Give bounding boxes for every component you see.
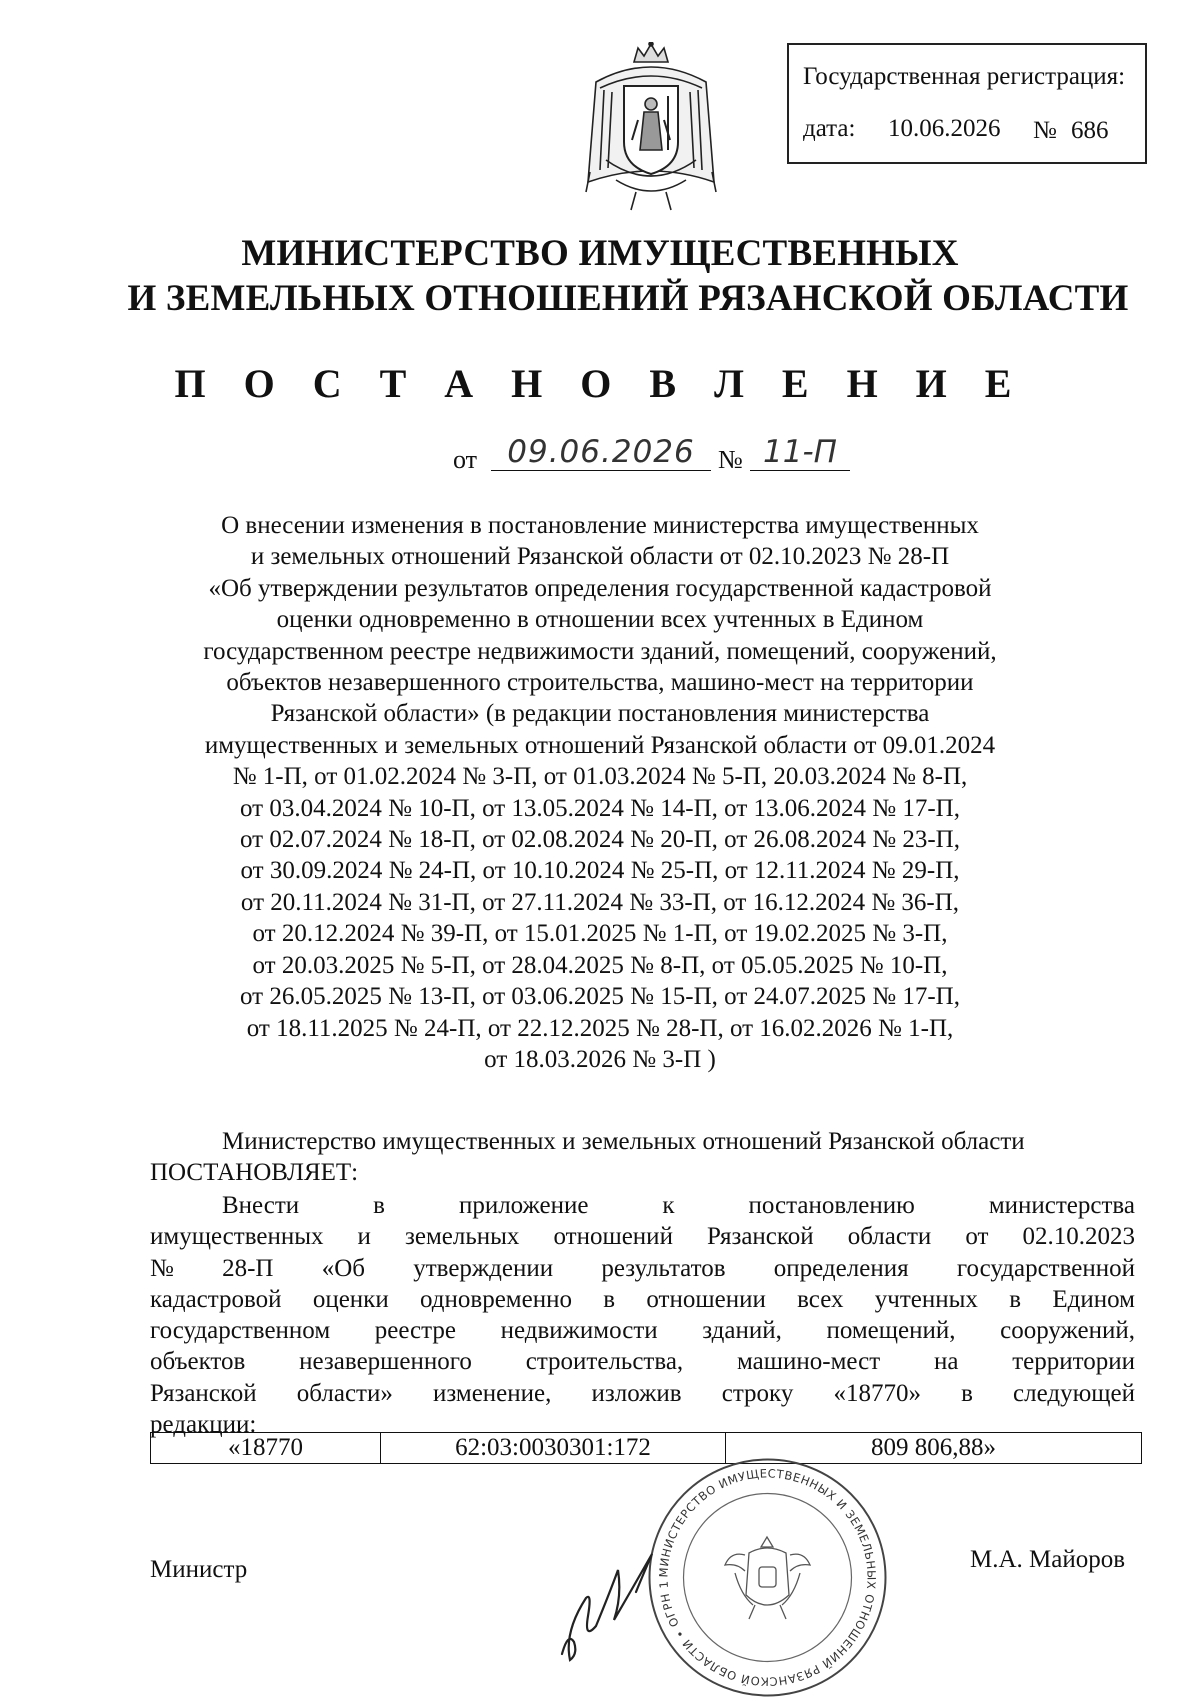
subject-line: имущественных и земельных отношений Рязанской области от 09.01.2024 <box>204 731 996 759</box>
date-underline <box>491 470 711 471</box>
paragraph-word: машино-мест <box>736 1348 881 1376</box>
paragraph-word: Едином <box>1052 1285 1135 1313</box>
subject-line: объектов незавершенного строительства, машино-мест на территории <box>226 669 974 697</box>
paragraph-line <box>150 1221 1135 1252</box>
subject-line: от 20.12.2024 № 39-П, от 15.01.2025 № 1-П, от 19.02.2025 № 3-П, <box>252 920 948 948</box>
handwritten-number: 11-П <box>763 434 837 470</box>
subject-line: от 20.11.2024 № 31-П, от 27.11.2024 № 33-П, от 16.12.2024 № 36-П, <box>240 888 960 916</box>
handwritten-date: 09.06.2026 <box>507 434 695 470</box>
paragraph-line <box>150 1190 1135 1221</box>
svg-text:МИНИСТЕРСТВО ИМУЩЕСТВЕННЫХ И З <box>645 1455 879 1689</box>
paragraph-word: Рязанской <box>707 1223 814 1251</box>
registration-number-label: № <box>1033 117 1057 144</box>
paragraph-word: № <box>150 1254 174 1282</box>
paragraph-word: 02.10.2023 <box>1022 1223 1135 1251</box>
paragraph-word: учтенных <box>874 1285 978 1313</box>
registration-title: Государственная регистрация: <box>803 63 1126 90</box>
paragraph-word: всех <box>797 1285 844 1313</box>
document-type-title: П О С Т А Н О В Л Е Н И Е <box>174 361 1026 406</box>
paragraph-word: строку <box>721 1379 794 1407</box>
decision-keyword: ПОСТАНОВЛЯЕТ: <box>150 1159 359 1186</box>
official-seal <box>645 1455 890 1700</box>
paragraph-word: Внести <box>222 1192 300 1219</box>
subject-line: от 20.03.2025 № 5-П, от 28.04.2025 № 8-П, от 05.05.2025 № 10-П, <box>252 951 948 979</box>
ministry-name-line-1: МИНИСТЕРСТВО ИМУЩЕСТВЕННЫХ <box>241 233 959 274</box>
registration-date-label: дата: <box>803 115 856 142</box>
subject-line: от 18.11.2025 № 24-П, от 22.12.2025 № 28-П, от 16.02.2026 № 1-П, <box>246 1014 954 1042</box>
cadastral-value-cell: 809 806,88» <box>871 1434 996 1461</box>
cadastral-number-cell: 62:03:0030301:172 <box>381 1433 726 1463</box>
paragraph-word: приложение <box>458 1192 589 1219</box>
subject-line: от 03.04.2024 № 10-П, от 13.05.2024 № 14-П, от 13.06.2024 № 17-П, <box>240 794 960 822</box>
paragraph-word: отношений <box>553 1223 673 1251</box>
paragraph-word: в <box>603 1285 616 1313</box>
paragraph-word: следующей <box>1013 1379 1135 1407</box>
subject-line: и земельных отношений Рязанской области от 02.10.2023 № 28-П <box>250 543 950 571</box>
paragraph-word: 28-П <box>222 1254 274 1282</box>
subject-line: государственном реестре недвижимости зданий, помещений, сооружений, <box>203 637 997 665</box>
subject-line: О внесении изменения в постановление министерства имущественных <box>221 512 979 539</box>
paragraph-word: министерства <box>988 1192 1135 1219</box>
paragraph-word: строительства, <box>525 1348 684 1376</box>
subject-line: от 30.09.2024 № 24-П, от 10.10.2024 № 25-П, от 12.11.2024 № 29-П, <box>240 857 960 885</box>
paragraph-word: помещений, <box>826 1317 956 1345</box>
ryazan-coat-of-arms-icon <box>576 42 726 212</box>
registration-number: 686 <box>1071 117 1109 144</box>
subject-line: «Об утверждении результатов определения государственной кадастровой <box>208 574 992 602</box>
seal-text: МИНИСТЕРСТВО ИМУЩЕСТВЕННЫХ И ЗЕМЕЛЬНЫХ ОТНОШЕНИЙ РЯЗАНСКОЙ ОБЛАСТИ • ОГРН 1 <box>656 1466 879 1689</box>
paragraph-word: изложив <box>591 1379 682 1407</box>
paragraph-word: недвижимости <box>500 1317 658 1345</box>
paragraph-word: имущественных <box>150 1223 324 1251</box>
paragraph-line <box>150 1284 1135 1315</box>
signer-name: М.А. Майоров <box>970 1546 1126 1573</box>
document-subject <box>150 510 1050 1075</box>
paragraph-word: области <box>847 1223 932 1251</box>
subject-line: № 1-П, от 01.02.2024 № 3-П, от 01.03.2024 № 5-П, 20.03.2024 № 8-П, <box>232 763 968 791</box>
paragraph-word: государственном <box>150 1317 331 1345</box>
paragraph-word: в <box>373 1192 385 1219</box>
paragraph-word: кадастровой <box>150 1285 282 1313</box>
paragraph-word: к <box>662 1192 675 1219</box>
paragraph-word: реестре <box>374 1317 456 1345</box>
paragraph-word: области» <box>296 1379 393 1407</box>
paragraph-word: государственной <box>956 1254 1135 1282</box>
registration-date: 10.06.2026 <box>888 115 1001 142</box>
paragraph-word: оценки <box>312 1285 389 1313</box>
subject-line: оценки одновременно в отношении всех учтенных в Едином <box>276 606 924 634</box>
paragraph-word: в <box>1009 1285 1022 1313</box>
handwritten-signature <box>556 1536 666 1666</box>
paragraph-word: от <box>965 1223 989 1251</box>
paragraph-word: определения <box>773 1254 909 1282</box>
row-number-cell: «18770 <box>151 1433 381 1463</box>
paragraph-line <box>150 1315 1135 1346</box>
number-label: № <box>718 445 743 474</box>
paragraph-word: редакции: <box>150 1411 257 1439</box>
subject-line: от 02.07.2024 № 18-П, от 02.08.2024 № 20-П, от 26.08.2024 № 23-П, <box>240 826 960 854</box>
paragraph-line <box>150 1378 1135 1409</box>
paragraph-word: сооружений, <box>1000 1317 1135 1345</box>
paragraph-line <box>150 1346 1135 1377</box>
paragraph-word: территории <box>1012 1348 1135 1376</box>
decision-paragraph <box>150 1190 1135 1440</box>
paragraph-word: отношении <box>646 1285 766 1313</box>
paragraph-line <box>150 1253 1135 1284</box>
paragraph-word: Рязанской <box>150 1379 257 1407</box>
paragraph-word: в <box>961 1379 973 1407</box>
paragraph-word: и <box>357 1223 371 1251</box>
from-label: от <box>453 445 478 474</box>
paragraph-word: утверждении <box>413 1254 554 1282</box>
paragraph-word: «Об <box>321 1254 365 1282</box>
registration-box <box>787 43 1147 164</box>
ministry-name-line-2: И ЗЕМЕЛЬНЫХ ОТНОШЕНИЙ РЯЗАНСКОЙ ОБЛАСТИ <box>127 278 1129 319</box>
number-underline <box>750 470 850 471</box>
paragraph-word: объектов <box>150 1348 246 1376</box>
subject-line: от 26.05.2025 № 13-П, от 03.06.2025 № 15-П, от 24.07.2025 № 17-П, <box>240 983 960 1011</box>
paragraph-word: на <box>933 1348 959 1376</box>
paragraph-word: зданий, <box>702 1317 782 1345</box>
paragraph-word: изменение, <box>432 1379 552 1407</box>
decision-intro: Министерство имущественных и земельных отношений Рязанской области <box>222 1128 1025 1155</box>
paragraph-word: одновременно <box>420 1285 572 1313</box>
subject-line: от 18.03.2026 № 3-П ) <box>484 1045 716 1073</box>
paragraph-word: результатов <box>601 1254 726 1282</box>
paragraph-word: незавершенного <box>299 1348 472 1376</box>
subject-line: Рязанской области» (в редакции постановления министерства <box>270 700 930 728</box>
paragraph-word: «18770» <box>833 1379 921 1407</box>
paragraph-word: постановлению <box>748 1192 915 1219</box>
signer-position: Министр <box>150 1556 248 1583</box>
paragraph-word: земельных <box>404 1223 520 1251</box>
